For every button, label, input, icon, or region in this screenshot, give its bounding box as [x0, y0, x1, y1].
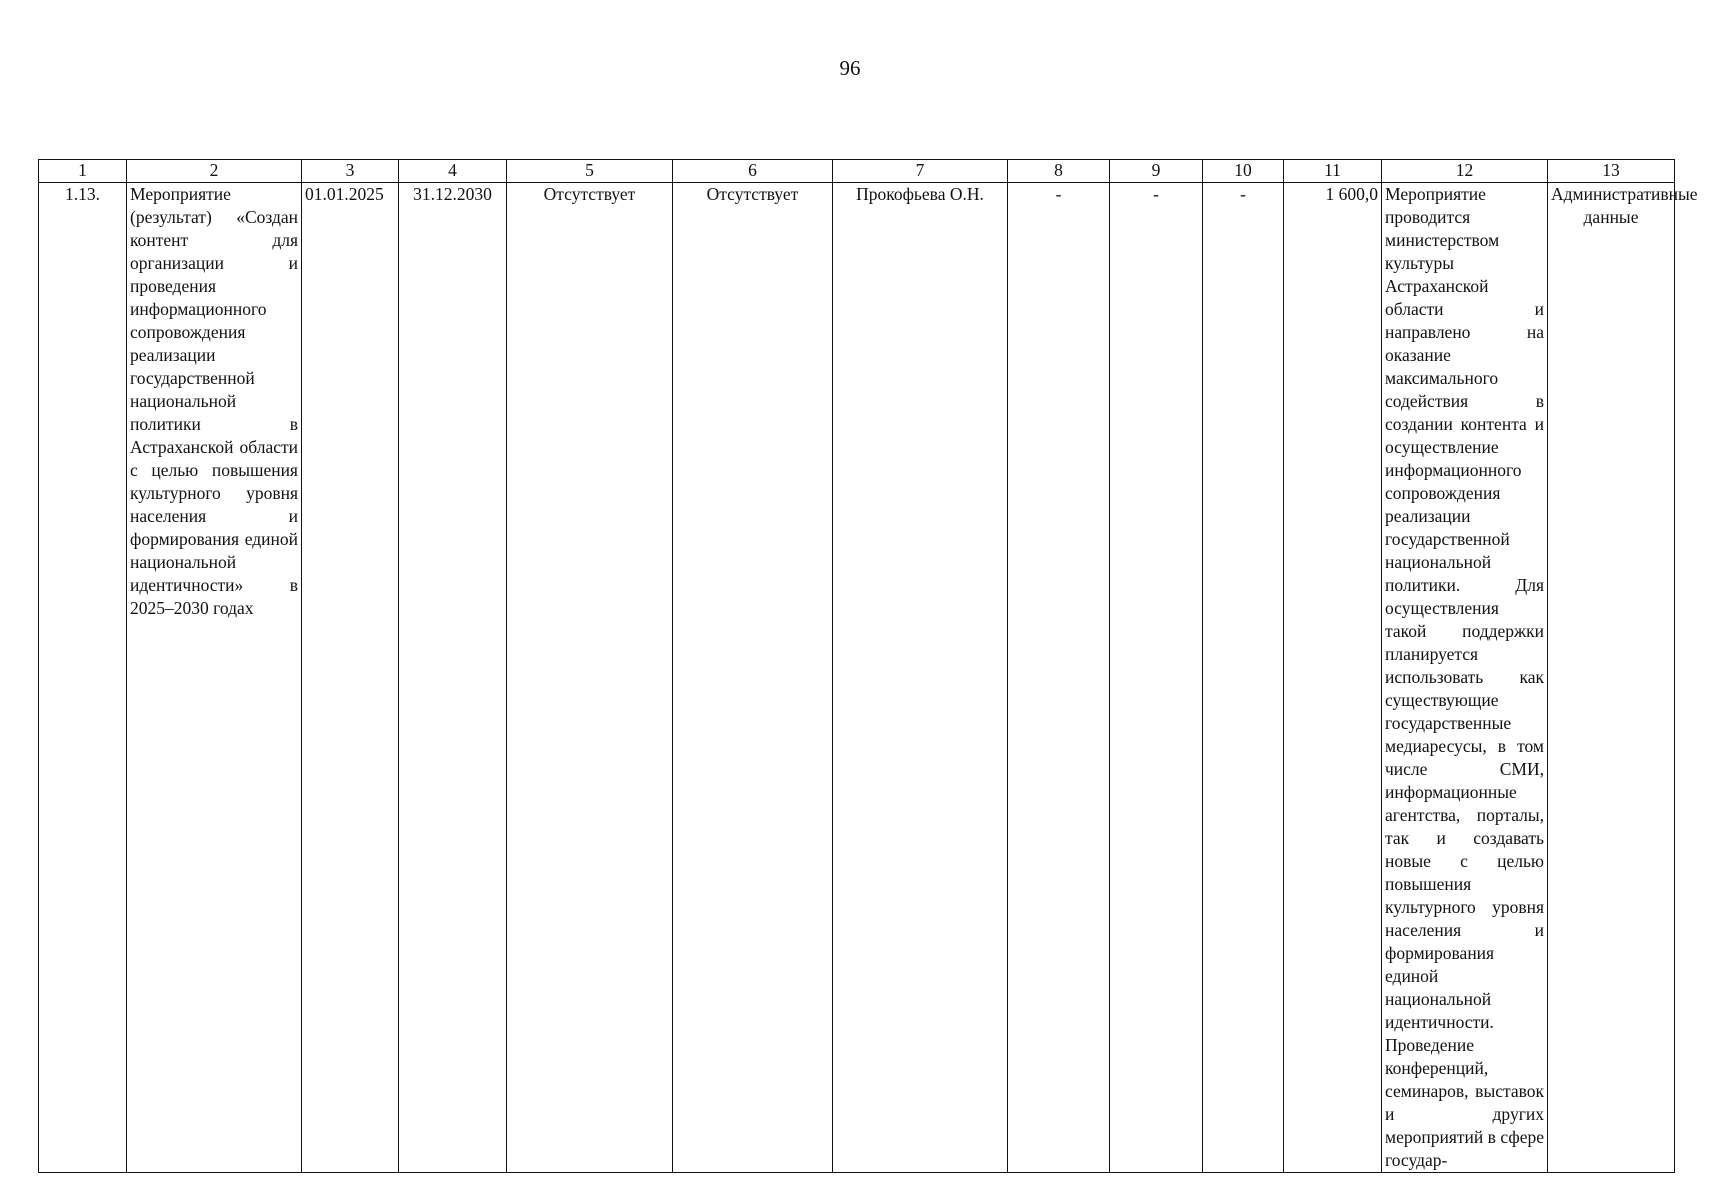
- measure-name: Мероприятие (результат) «Создан контент для организации и проведения информационного сопровождения реализации государственной национальной политики в Астраханской области с целью повышения культурного уровня населения и формирования единой национальной идентичности» в 2025–2030 годах: [127, 183, 302, 1173]
- column-number: 10: [1203, 160, 1284, 183]
- column-number: 3: [302, 160, 399, 183]
- column-number: 13: [1548, 160, 1675, 183]
- page-number: 96: [839, 56, 861, 80]
- measure-description: Мероприятие проводится министерством культуры Астраханской области и направлено на оказание максимального содействия в создании контента и осуществление информационного сопровождения реализации государственной национальной политики. Для осуществления такой поддержки планируется использовать как существующие государственные медиаресусы, в том числе СМИ, информационные агентства, порталы, так и создавать новые с целью повышения культурного уровня населения и формирования единой национальной идентичности. Проведение конференций, семинаров, выставок и других мероприятий в сфере государ-: [1382, 183, 1548, 1173]
- start-date: 01.01.2025: [302, 183, 399, 1173]
- column-number: 6: [673, 160, 833, 183]
- col10-value: -: [1203, 183, 1284, 1173]
- column-number: 9: [1110, 160, 1203, 183]
- table-row: [39, 183, 1675, 1173]
- column-number: 8: [1008, 160, 1110, 183]
- measures-table: [38, 159, 1698, 1173]
- column-number: 7: [833, 160, 1008, 183]
- responsible-person: Прокофьева О.Н.: [833, 183, 1008, 1173]
- row-number: 1.13.: [39, 183, 127, 1173]
- column-number: 11: [1284, 160, 1382, 183]
- column-number: 1: [39, 160, 127, 183]
- col6-value: Отсутствует: [673, 183, 833, 1173]
- col8-value: -: [1008, 183, 1110, 1173]
- end-date: 31.12.2030: [399, 183, 507, 1173]
- data-source: Административные данные: [1548, 183, 1675, 1173]
- column-number: 2: [127, 160, 302, 183]
- col9-value: -: [1110, 183, 1203, 1173]
- column-number: 5: [507, 160, 673, 183]
- column-number-row: [39, 160, 1675, 183]
- column-number: 12: [1382, 160, 1548, 183]
- funding-amount: 1 600,0: [1284, 183, 1382, 1173]
- col5-value: Отсутствует: [507, 183, 673, 1173]
- column-number: 4: [399, 160, 507, 183]
